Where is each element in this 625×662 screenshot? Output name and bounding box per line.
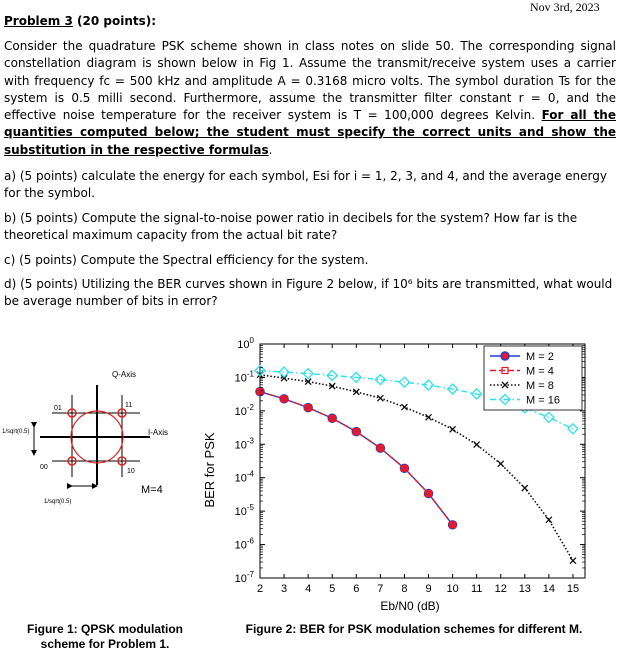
ber-chart — [200, 330, 620, 620]
y-tick-label: $10^{-7}$ — [234, 570, 254, 585]
dim-horizontal-label: 1/sqrt(0.5) — [44, 499, 72, 505]
y-tick-label: $10^{-6}$ — [234, 536, 254, 552]
x-tick-label: 14 — [542, 583, 556, 595]
symbol-label-11: 11 — [125, 402, 133, 409]
legend-label: M = 2 — [526, 351, 554, 363]
q-axis-label: Q-Axis — [112, 370, 136, 379]
symbol-label-00: 00 — [40, 464, 48, 471]
question-d: d) (5 points) Utilizing the BER curves shown in Figure 2 below, if 10⁶ bits are transmitted, what would be average number of bits in error? — [4, 277, 613, 309]
question-a: a) (5 points) calculate the energy for each symbol, Esi for i = 1, 2, 3, and 4, and the average energy for the symbol. — [4, 169, 607, 201]
x-tick-label: 13 — [518, 583, 531, 595]
x-tick-label: 7 — [377, 583, 384, 595]
figure2-caption: Figure 2: BER for PSK modulation schemes for different M. — [245, 622, 583, 636]
legend-label: M = 4 — [526, 365, 554, 378]
question-b: b) (5 points) Compute the signal-to-noise power ratio in decibels for the system? How far is the theoretical maximum capacity from the actual bit rate? — [4, 211, 578, 243]
y-tick-label: $10^{-5}$ — [234, 503, 254, 519]
x-tick-label: 15 — [566, 583, 580, 595]
x-tick-label: 3 — [281, 583, 288, 595]
legend — [484, 346, 582, 410]
m-label: M=4 — [141, 484, 163, 496]
y-axis-label: BER for PSK — [202, 432, 217, 508]
y-tick-label: $10^{-1}$ — [234, 369, 254, 385]
figure1-caption: Figure 1: QPSK modulation scheme for Problem 1. — [26, 622, 183, 651]
x-axis-label: Eb/N0 (dB) — [380, 599, 440, 613]
x-tick-label: 11 — [470, 583, 483, 595]
x-tick-label: 9 — [425, 583, 432, 595]
legend-label: M = 16 — [526, 394, 560, 407]
question-c: c) (5 points) Compute the Spectral efficiency for the system. — [4, 253, 369, 267]
dim-vertical-label: 1/sqrt(0.5) — [2, 429, 30, 435]
x-tick-label: 2 — [256, 583, 264, 595]
date-header: Nov 3rd, 2023 — [530, 0, 600, 14]
y-tick-label: $10^0$ — [237, 336, 254, 351]
legend-label: M = 8 — [526, 380, 554, 392]
x-tick-label: 12 — [494, 583, 507, 595]
x-tick-label: 4 — [305, 583, 312, 595]
qpsk-constellation — [0, 355, 210, 535]
y-tick-label: $10^{-2}$ — [234, 402, 254, 418]
x-tick-label: 6 — [353, 583, 360, 595]
y-tick-label: $10^{-4}$ — [234, 469, 254, 485]
x-tick-label: 8 — [401, 583, 408, 595]
y-tick-label: $10^{-3}$ — [234, 436, 254, 452]
problem-intro: Consider the quadrature PSK scheme shown in class notes on slide 50. The corresponding signal constellation diagram is shown below in Fig 1. Assume the transmit/receive system uses a carrier with frequency fc = 500 kHz and amplitude A = 0.3168 micro volts. The symbol duration Ts for the system is 0.5 milli second. Furthermore, assume the transmitter filter constant r = 0, and the effective noise temperature for the receiver system is T = 100,000 degrees Kelvin. For all the quantities computed below; the student must specify the correct units and show the substitution in the respective formulas. — [4, 39, 616, 157]
symbol-label-10: 10 — [127, 468, 135, 475]
x-tick-label: 10 — [446, 583, 459, 595]
x-tick-label: 5 — [329, 583, 336, 595]
problem-title: Problem 3 (20 points): — [4, 14, 157, 28]
symbol-label-01: 01 — [54, 405, 62, 412]
legend-marker — [501, 352, 509, 360]
i-axis-label: I-Axis — [148, 428, 168, 437]
